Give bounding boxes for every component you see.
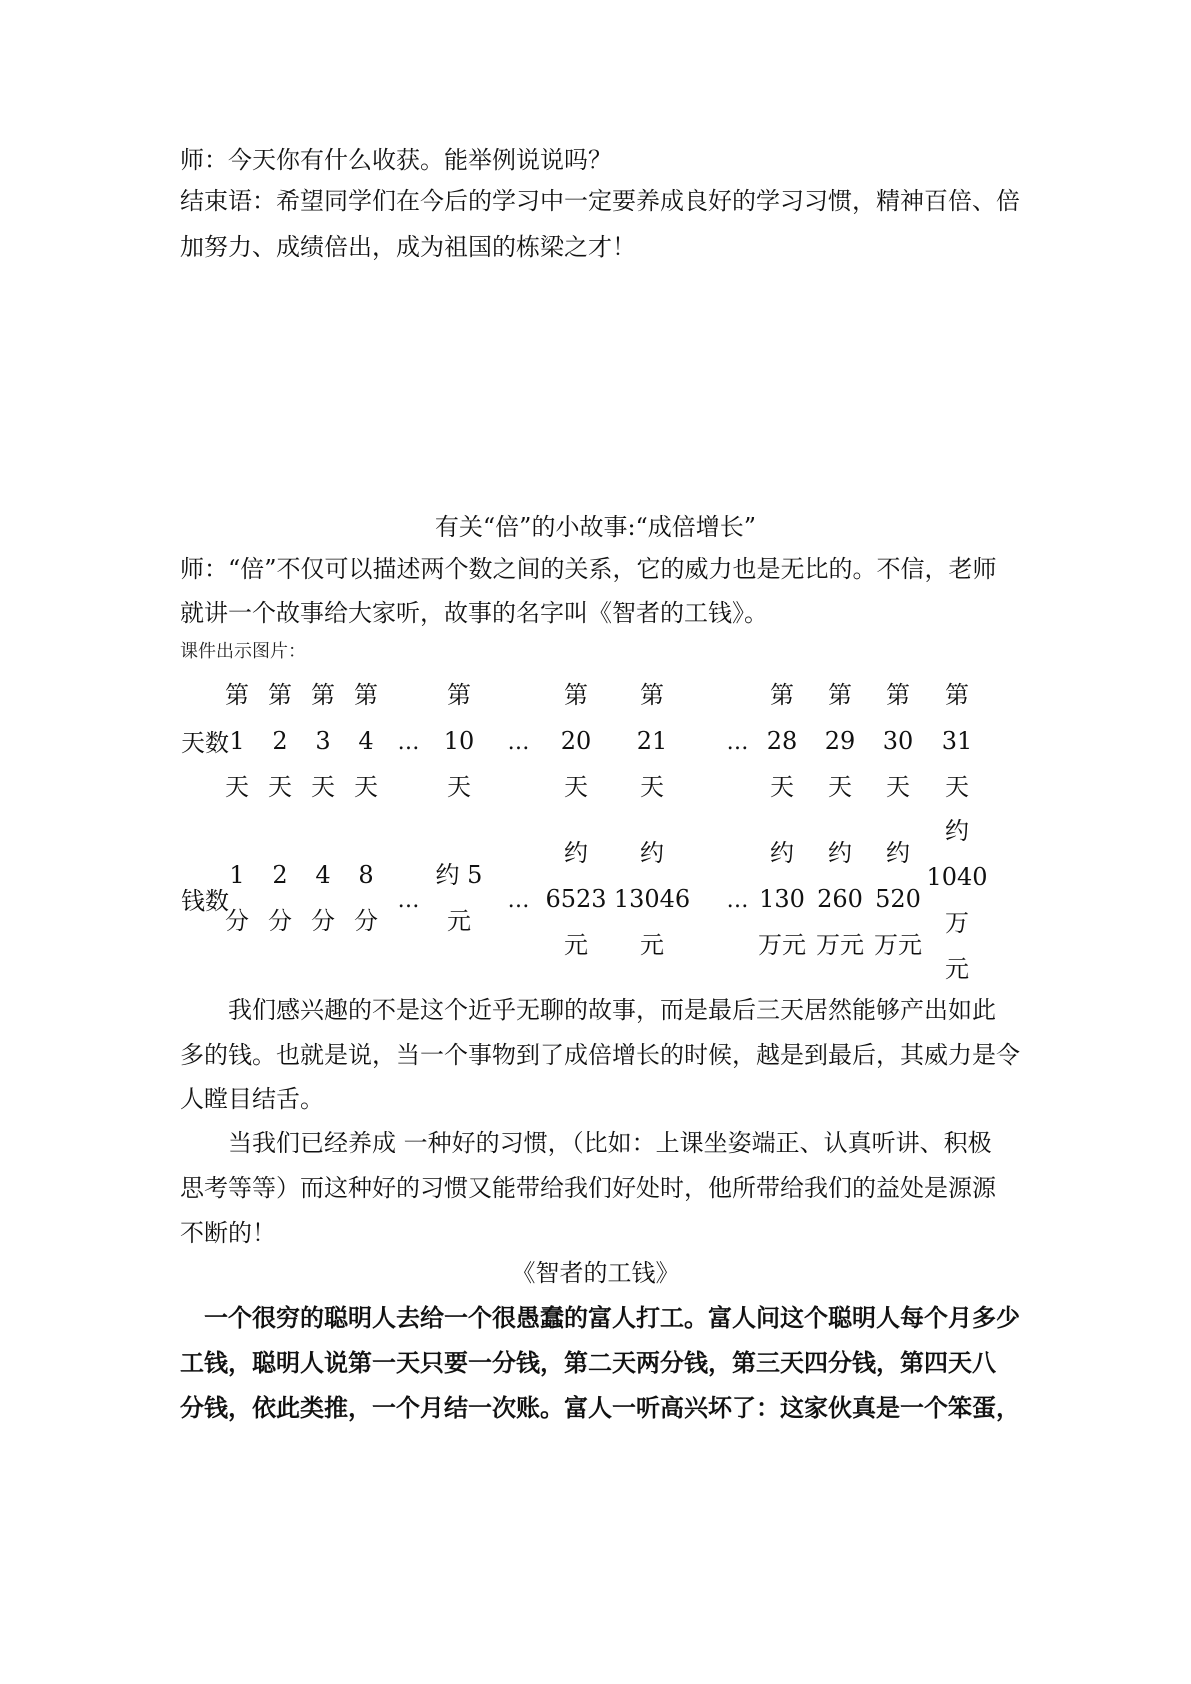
day-cell [283, 672, 363, 810]
money-cell-line: 约 [564, 839, 588, 867]
money-cell [612, 830, 692, 968]
day-cell-line: 第 [225, 681, 249, 709]
story-line-2: 工钱，聪明人说第一天只要一分钱，第二天两分钱，第三天四分钱，第四天八 [180, 1348, 996, 1377]
money-cell-line: 元 [564, 931, 588, 959]
day-cell [800, 672, 880, 810]
money-cell [283, 852, 363, 944]
money-cell [800, 830, 880, 968]
money-cell [419, 852, 499, 944]
day-cell-line: 天 [640, 773, 664, 801]
money-cell-line: 约 5 [435, 861, 483, 889]
story-line-1: 一个很穷的聪明人去给一个很愚蠢的富人打工。富人问这个聪明人每个月多少 [204, 1303, 1020, 1332]
money-cell-line: 130 [759, 885, 805, 913]
money-cell [536, 830, 616, 968]
day-cell-line: 第 [311, 681, 335, 709]
day-cell-line: 天 [268, 773, 292, 801]
day-cell-line: 4 [358, 727, 374, 755]
money-cell-line: 元 [945, 955, 969, 983]
day-cell-line: 第 [564, 681, 588, 709]
money-cell-line: 1040 [926, 863, 988, 891]
day-cell-line: 天 [770, 773, 794, 801]
day-cell [742, 672, 822, 810]
day-cell-line: 第 [770, 681, 794, 709]
day-cell-line: 3 [315, 727, 331, 755]
day-cell-line: 第 [945, 681, 969, 709]
money-cell-line: 分 [268, 907, 292, 935]
teacher-intro-line-2: 就讲一个故事给大家听，故事的名字叫《智者的工钱》。 [180, 599, 768, 627]
ellipsis: … [726, 888, 750, 913]
money-cell-line: 分 [311, 907, 335, 935]
day-cell-line: 30 [882, 727, 914, 755]
money-cell-line: 520 [875, 885, 921, 913]
teacher-intro-line-1: 师：“倍”不仅可以描述两个数之间的关系，它的威力也是无比的。不信，老师 [180, 555, 997, 583]
day-cell [612, 672, 692, 810]
day-cell-line: 1 [229, 727, 245, 755]
ellipsis: … [726, 730, 750, 755]
day-cell-line: 天 [886, 773, 910, 801]
paragraph-1-line-1: 我们感兴趣的不是这个近乎无聊的故事，而是最后三天居然能够产出如此 [228, 996, 996, 1024]
paragraph-1-line-2: 多的钱。也就是说，当一个事物到了成倍增长的时候，越是到最后，其威力是令 [180, 1041, 1020, 1069]
day-cell [858, 672, 938, 810]
day-cell-line: 20 [560, 727, 592, 755]
day-cell [917, 672, 997, 810]
day-cell-line: 天 [225, 773, 249, 801]
money-cell-line: 2 [272, 861, 288, 889]
money-cell [240, 852, 320, 944]
paragraph-1-line-3: 人瞠目结舌。 [180, 1085, 324, 1113]
day-cell-line: 21 [636, 727, 668, 755]
day-cell [197, 672, 277, 810]
day-cell-line: 第 [354, 681, 378, 709]
money-cell-line: 13046 [613, 885, 691, 913]
day-cell [326, 672, 406, 810]
money-cell-line: 4 [315, 861, 331, 889]
money-cell-line: 元 [640, 931, 664, 959]
day-cell-line: 29 [824, 727, 856, 755]
money-cell-line: 万元 [758, 931, 806, 959]
money-cell-line: 6523 [545, 885, 607, 913]
ellipsis: … [507, 888, 531, 913]
paragraph-2-line-2: 思考等等）而这种好的习惯又能带给我们好处时，他所带给我们的益处是源源 [180, 1174, 996, 1202]
story-line-3: 分钱，依此类推，一个月结一次账。富人一听高兴坏了：这家伙真是一个笨蛋， [180, 1393, 1020, 1422]
money-cell-line: 1 [229, 861, 245, 889]
ending-line-2: 加努力、成绩倍出，成为祖国的栋梁之才！ [180, 233, 636, 261]
day-cell [536, 672, 616, 810]
story-title: 《智者的工钱》 [511, 1259, 680, 1287]
money-cell [742, 830, 822, 968]
day-cell-line: 10 [443, 727, 475, 755]
day-cell [240, 672, 320, 810]
row-label-money: 钱数 [181, 887, 229, 915]
ellipsis: … [397, 730, 421, 755]
money-cell [858, 830, 938, 968]
paragraph-2-line-1: 当我们已经养成 一种好的习惯，（比如：上课坐姿端正、认真听讲、积极 [228, 1129, 992, 1157]
money-cell [197, 852, 277, 944]
courseware-note: 课件出示图片： [180, 641, 306, 662]
money-cell-line: 万元 [874, 931, 922, 959]
day-cell-line: 第 [886, 681, 910, 709]
money-cell-line: 分 [354, 907, 378, 935]
day-cell-line: 天 [354, 773, 378, 801]
money-cell-line: 万元 [816, 931, 864, 959]
day-cell-line: 第 [828, 681, 852, 709]
day-cell-line: 第 [447, 681, 471, 709]
money-cell-line: 约 [770, 839, 794, 867]
money-cell-line: 约 [886, 839, 910, 867]
day-cell-line: 28 [766, 727, 798, 755]
day-cell-line: 天 [311, 773, 335, 801]
money-cell [917, 808, 997, 992]
money-cell-line: 约 [945, 817, 969, 845]
ellipsis: … [507, 730, 531, 755]
day-cell-line: 天 [447, 773, 471, 801]
day-cell-line: 第 [640, 681, 664, 709]
day-cell-line: 天 [945, 773, 969, 801]
money-cell-line: 8 [358, 861, 374, 889]
teacher-question: 师：今天你有什么收获。能举例说说吗？ [180, 146, 612, 174]
money-cell-line: 元 [447, 907, 471, 935]
money-cell-line: 260 [817, 885, 863, 913]
money-cell-line: 约 [828, 839, 852, 867]
money-cell-line: 万 [945, 909, 969, 937]
ending-line-1: 结束语：希望同学们在今后的学习中一定要养成良好的学习习惯，精神百倍、倍 [180, 187, 1020, 215]
day-cell-line: 天 [564, 773, 588, 801]
day-cell-line: 2 [272, 727, 288, 755]
money-cell [326, 852, 406, 944]
day-cell-line: 31 [941, 727, 973, 755]
money-cell-line: 约 [640, 839, 664, 867]
ellipsis: … [397, 888, 421, 913]
story-section-title: 有关“倍”的小故事:“成倍增长” [434, 513, 757, 541]
paragraph-2-line-3: 不断的！ [180, 1219, 276, 1247]
day-cell-line: 天 [828, 773, 852, 801]
day-cell-line: 第 [268, 681, 292, 709]
day-cell [419, 672, 499, 810]
row-label-days: 天数 [181, 729, 229, 757]
money-cell-line: 分 [225, 907, 249, 935]
